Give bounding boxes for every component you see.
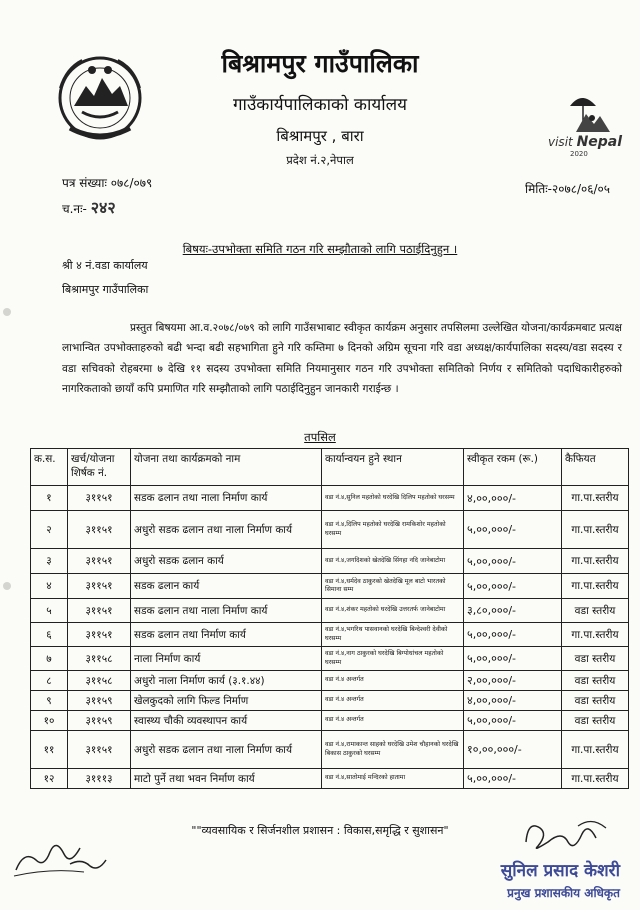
punch-hole (3, 582, 11, 590)
cell-location: वडा नं.४,नाग ठाकुरको घरदेखि बिग्पोधांचल महतोको घरसम्म (322, 647, 464, 671)
cell-project-name: अधुरो नाला निर्माण कार्य (३.१.४४) (131, 671, 322, 691)
cell-amount: ३,८०,०००/- (464, 599, 562, 623)
cell-amount: ५,००,०००/- (464, 511, 562, 549)
cell-budget-code: ३१११३ (68, 769, 131, 789)
cell-project-name: सडक ढलान तथा नाला निर्माण कार्य (131, 486, 322, 511)
cell-amount: ५,००,०००/- (464, 647, 562, 671)
cell-project-name: खेलकुदको लागि फिल्ड निर्माण (131, 691, 322, 711)
header-project-name: योजना तथा कार्यक्रमको नाम (131, 449, 322, 486)
cell-serial: ४ (31, 574, 68, 599)
table-row (31, 574, 629, 599)
cell-location: वडा नं.४,सुनिल महतोको घरदेखि दिलिप महतोको घरसम्म (322, 486, 464, 511)
table-row (31, 647, 629, 671)
cell-remark: गा.पा.स्तरीय (562, 623, 629, 647)
cell-amount: ५,००,०००/- (464, 711, 562, 731)
cell-budget-code: ३११५१ (68, 599, 131, 623)
punch-hole (3, 308, 11, 316)
cell-serial: ३ (31, 549, 68, 574)
cell-remark: गा.पा.स्तरीय (562, 511, 629, 549)
cell-budget-code: ३११५८ (68, 671, 131, 691)
table-caption: तपसिल (304, 430, 336, 444)
cell-location: वडा नं.४,शंकर महतोको घरदेखि उत्तरतर्फ जानेबाटोमा (322, 599, 464, 623)
cell-budget-code: ३११५१ (68, 574, 131, 599)
cell-budget-code: ३११५१ (68, 623, 131, 647)
header-serial: क.स. (31, 449, 68, 486)
cell-location: वडा नं.४ अन्तर्गत (322, 691, 464, 711)
table-row (31, 549, 629, 574)
cell-remark: गा.पा.स्तरीय (562, 486, 629, 511)
cell-amount: ५,००,०००/- (464, 769, 562, 789)
letter-date: मितिः-२०७८/०६/०५ (524, 182, 610, 196)
table-row (31, 711, 629, 731)
cell-serial: २ (31, 511, 68, 549)
visit-nepal-logo: visit Nepal 2020 (548, 88, 628, 160)
cell-remark: वडा स्तरीय (562, 671, 629, 691)
cell-budget-code: ३११५१ (68, 731, 131, 769)
header-location: कार्यान्वयन हुने स्थान (322, 449, 464, 486)
table-row (31, 511, 629, 549)
cell-serial: १२ (31, 769, 68, 789)
cell-budget-code: ३११५१ (68, 511, 131, 549)
table-row (31, 623, 629, 647)
province-line: प्रदेश नं.२,नेपाल (286, 153, 354, 167)
cell-serial: ६ (31, 623, 68, 647)
cell-location: वडा नं.४ अन्तर्गत (322, 671, 464, 691)
table-row (31, 691, 629, 711)
cell-remark: गा.पा.स्तरीय (562, 549, 629, 574)
cell-amount: ५,००,०००/- (464, 623, 562, 647)
cell-remark: गा.पा.स्तरीय (562, 731, 629, 769)
cell-project-name: नाला निर्माण कार्य (131, 647, 322, 671)
cell-remark: वडा स्तरीय (562, 599, 629, 623)
table-header-row (31, 449, 629, 486)
cell-budget-code: ३११५९ (68, 711, 131, 731)
cell-amount: ४,००,०००/- (464, 691, 562, 711)
recipient-line-1: श्री ४ नं.वडा कार्यालय (62, 259, 148, 272)
cell-budget-code: ३११५१ (68, 486, 131, 511)
cell-project-name: सडक ढलान कार्य (131, 574, 322, 599)
letter-body: प्रस्तुत बिषयमा आ.व.२०७८/०७९ को लागि गाउँसभाबाट स्वीकृत कार्यक्रम अनुसार तपसिलमा उल्लेखित योजना/कार्यक्रमबाट प्रत्यक्ष लाभान्वित उपभोक्ताहरुको बढी भन्दा बढी सहभागिता हुने गरि कम्तिमा ७ दिनको अग्रिम सूचना गरि वडा अध्यक्ष/कार्यपालिका सदस्य/वडा सदस्य र वडा सचिवको रोहबरमा ७ देखि ११ सदस्य उपभोक्ता समिति नियमानुसार गठन गरि उपभोक्ता समितिको निर्णय र समितिको पदाधिकारीहरुको नागरिकताको छायाँ कपि प्रमाणित गरि सम्झौताको लागि पठाईदिनुहुन जानकारी गराईन्छ । (62, 322, 622, 395)
officer-signature (518, 812, 614, 858)
cell-serial: १ (31, 486, 68, 511)
cell-location: वडा नं.४,दिलिप महतोको घरदेखि रामकिशोर महतोको घरसम्म (322, 511, 464, 549)
cell-remark: गा.पा.स्तरीय (562, 574, 629, 599)
cell-project-name: सडक ढलान तथा निर्माण कार्य (131, 623, 322, 647)
cell-location: वडा नं.४,भगरिथ पासवानको घरदेखि बिन्देश्वरी देवीको घरसम्म (322, 623, 464, 647)
header-budget-code: खर्च/योजना शिर्षक नं. (68, 449, 131, 486)
cell-remark: वडा स्तरीय (562, 691, 629, 711)
cell-project-name: अधुरो सडक ढलान तथा नाला निर्माण कार्य (131, 511, 322, 549)
cell-location: वडा नं.४,सातोमाई मन्दिरको हातामा (322, 769, 464, 789)
cell-project-name: अधुरो सडक ढलान कार्य (131, 549, 322, 574)
table-row (31, 599, 629, 623)
cell-amount: ५,००,०००/- (464, 574, 562, 599)
office-address: बिश्रामपुर , बारा (276, 127, 364, 145)
table-row (31, 486, 629, 511)
letter-number: पत्र संख्याः ०७८/०७९ (62, 176, 153, 190)
cell-amount: ५,००,०००/- (464, 549, 562, 574)
cell-remark: वडा स्तरीय (562, 647, 629, 671)
header-remarks: कैफियत (562, 449, 629, 486)
schedule-table (30, 448, 629, 789)
cell-serial: १० (31, 711, 68, 731)
cell-project-name: अधुरो सडक ढलान तथा नाला निर्माण कार्य (131, 731, 322, 769)
cell-remark: गा.पा.स्तरीय (562, 769, 629, 789)
cell-serial: ७ (31, 647, 68, 671)
cell-project-name: स्वास्थ्य चौकी व्यवस्थापन कार्य (131, 711, 322, 731)
cell-amount: ४,००,०००/- (464, 486, 562, 511)
signer-name-stamp: सुनिल प्रसाद केशरी (500, 861, 620, 881)
cell-serial: ८ (31, 671, 68, 691)
cell-serial: ५ (31, 599, 68, 623)
cell-remark: वडा स्तरीय (562, 711, 629, 731)
footer-motto: ""व्यवसायिक र सिर्जनशील प्रशासन : विकास,समृद्धि र सुशासन" (191, 824, 449, 837)
signer-title-stamp: प्रनुख प्रशासकीय अधिकृत (507, 886, 620, 900)
table-row (31, 769, 629, 789)
header-amount: स्वीकृत रकम (रू.) (464, 449, 562, 486)
letter-subject: बिषयः-उपभोक्ता समिति गठन गरि सम्झौताको लागि पठाईदिनुहुन । (182, 242, 458, 256)
cell-location: वडा नं.४ अन्तर्गत (322, 711, 464, 731)
municipality-title: बिश्रामपुर गाउँपालिका (221, 49, 419, 78)
cell-project-name: माटो पुर्ने तथा भवन निर्माण कार्य (131, 769, 322, 789)
table-row (31, 731, 629, 769)
cell-serial: ११ (31, 731, 68, 769)
office-name: गाउँकार्यपालिकाको कार्यालय (232, 95, 408, 115)
initials-signature (10, 830, 120, 882)
cell-project-name: सडक ढलान तथा नाला निर्माण कार्य (131, 599, 322, 623)
cell-location: वडा नं.४,जगदिशको खेतदेखि सिंगहा नदि जानेबाटोमा (322, 549, 464, 574)
recipient-line-2: बिश्रामपुर गाउँपालिका (62, 283, 149, 296)
cell-amount: १०,००,०००/- (464, 731, 562, 769)
cell-location: वडा नं.४,रामाकान्त साहको घरदेखि उमेश चौहानको घरदेखि बिकास ठाकुरको घरसम्म (322, 731, 464, 769)
dispatch-number-handwritten: २४२ (90, 198, 116, 217)
cell-budget-code: ३११५९ (68, 691, 131, 711)
cell-amount: २,००,०००/- (464, 671, 562, 691)
dispatch-number: च.नः- २४२ (62, 198, 116, 217)
cell-budget-code: ३११५८ (68, 647, 131, 671)
cell-budget-code: ३११५१ (68, 549, 131, 574)
table-row (31, 671, 629, 691)
cell-location: वडा नं.४,धर्मदेव ठाकुरको खेतदेखि मूल बाटो भारतको सिमाना सम्म (322, 574, 464, 599)
cell-serial: ९ (31, 691, 68, 711)
